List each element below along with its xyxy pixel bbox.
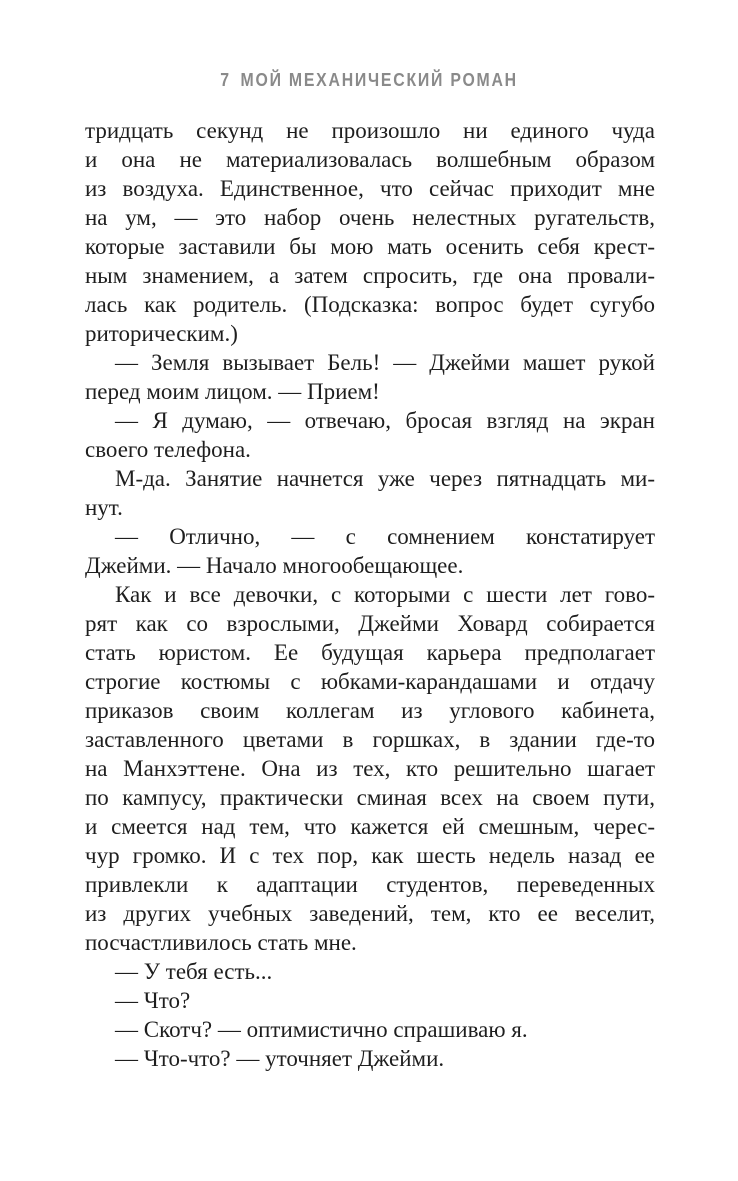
text-line: — У тебя есть... bbox=[115, 959, 273, 984]
text-line: и она не материализовалась волшебным образом bbox=[85, 147, 655, 172]
text-line: тридцать секунд не произошло ни единого чуда bbox=[85, 118, 655, 143]
text-line: нут. bbox=[85, 495, 123, 520]
text-line: на ум, — это набор очень нелестных ругательств, bbox=[85, 205, 655, 230]
text-line: риторическим.) bbox=[85, 321, 238, 346]
text-line: М-да. Занятие начнется уже через пятнадцать ми- bbox=[115, 466, 655, 491]
text-line: из других учебных заведений, тем, кто ее веселит, bbox=[85, 901, 655, 926]
text-line: — Скотч? — оптимистично спрашиваю я. bbox=[115, 1017, 528, 1042]
text-line: на Манхэттене. Она из тех, кто решительно шагает bbox=[85, 756, 655, 781]
text-line: рят как со взрослыми, Джейми Ховард собирается bbox=[85, 611, 655, 636]
text-line: — Отлично, — с сомнением констатирует bbox=[115, 524, 655, 549]
text-line: из воздуха. Единственное, что сейчас приходит мне bbox=[85, 176, 655, 201]
text-line: стать юристом. Ее будущая карьера предполагает bbox=[85, 640, 655, 665]
running-head-text bbox=[220, 70, 518, 91]
text-line: перед моим лицом. — Прием! bbox=[85, 379, 380, 404]
text-line: — Земля вызывает Бель! — Джейми машет рукой bbox=[115, 350, 655, 375]
text-line: — Что? bbox=[115, 988, 191, 1013]
text-line: привлекли к адаптации студентов, переведенных bbox=[85, 872, 655, 897]
text-line: чур громко. И с тех пор, как шесть недель назад ее bbox=[85, 843, 655, 868]
text-line: по кампусу, практически сминая всех на своем пути, bbox=[85, 785, 655, 810]
text-line: приказов своим коллегам из углового кабинета, bbox=[85, 698, 655, 723]
text-line: которые заставили бы мою мать осенить себя крест- bbox=[85, 234, 655, 259]
text-line: ным знамением, а затем спросить, где она провали- bbox=[85, 263, 655, 288]
text-line: своего телефона. bbox=[85, 437, 251, 462]
text-line: лась как родитель. (Подсказка: вопрос будет сугубо bbox=[85, 292, 655, 317]
text-line: — Что-что? — уточняет Джейми. bbox=[115, 1046, 445, 1071]
running-title: МОЙ МЕХАНИЧЕСКИЙ РОМАН bbox=[240, 70, 518, 90]
text-line: заставленного цветами в горшках, в здании где-то bbox=[85, 727, 655, 752]
text-line: Джейми. — Начало многообещающее. bbox=[85, 553, 464, 578]
text-line: — Я думаю, — отвечаю, бросая взгляд на экран bbox=[115, 408, 655, 433]
running-head bbox=[0, 70, 738, 91]
text-line: и смеется над тем, что кажется ей смешным, черес- bbox=[85, 814, 655, 839]
text-column bbox=[85, 116, 655, 1073]
text-line: посчастливилось стать мне. bbox=[85, 930, 357, 955]
text-line: Как и все девочки, с которыми с шести лет гово- bbox=[115, 582, 655, 607]
page-number: 7 bbox=[220, 70, 231, 90]
text-line: строгие костюмы с юбками-карандашами и отдачу bbox=[85, 669, 655, 694]
